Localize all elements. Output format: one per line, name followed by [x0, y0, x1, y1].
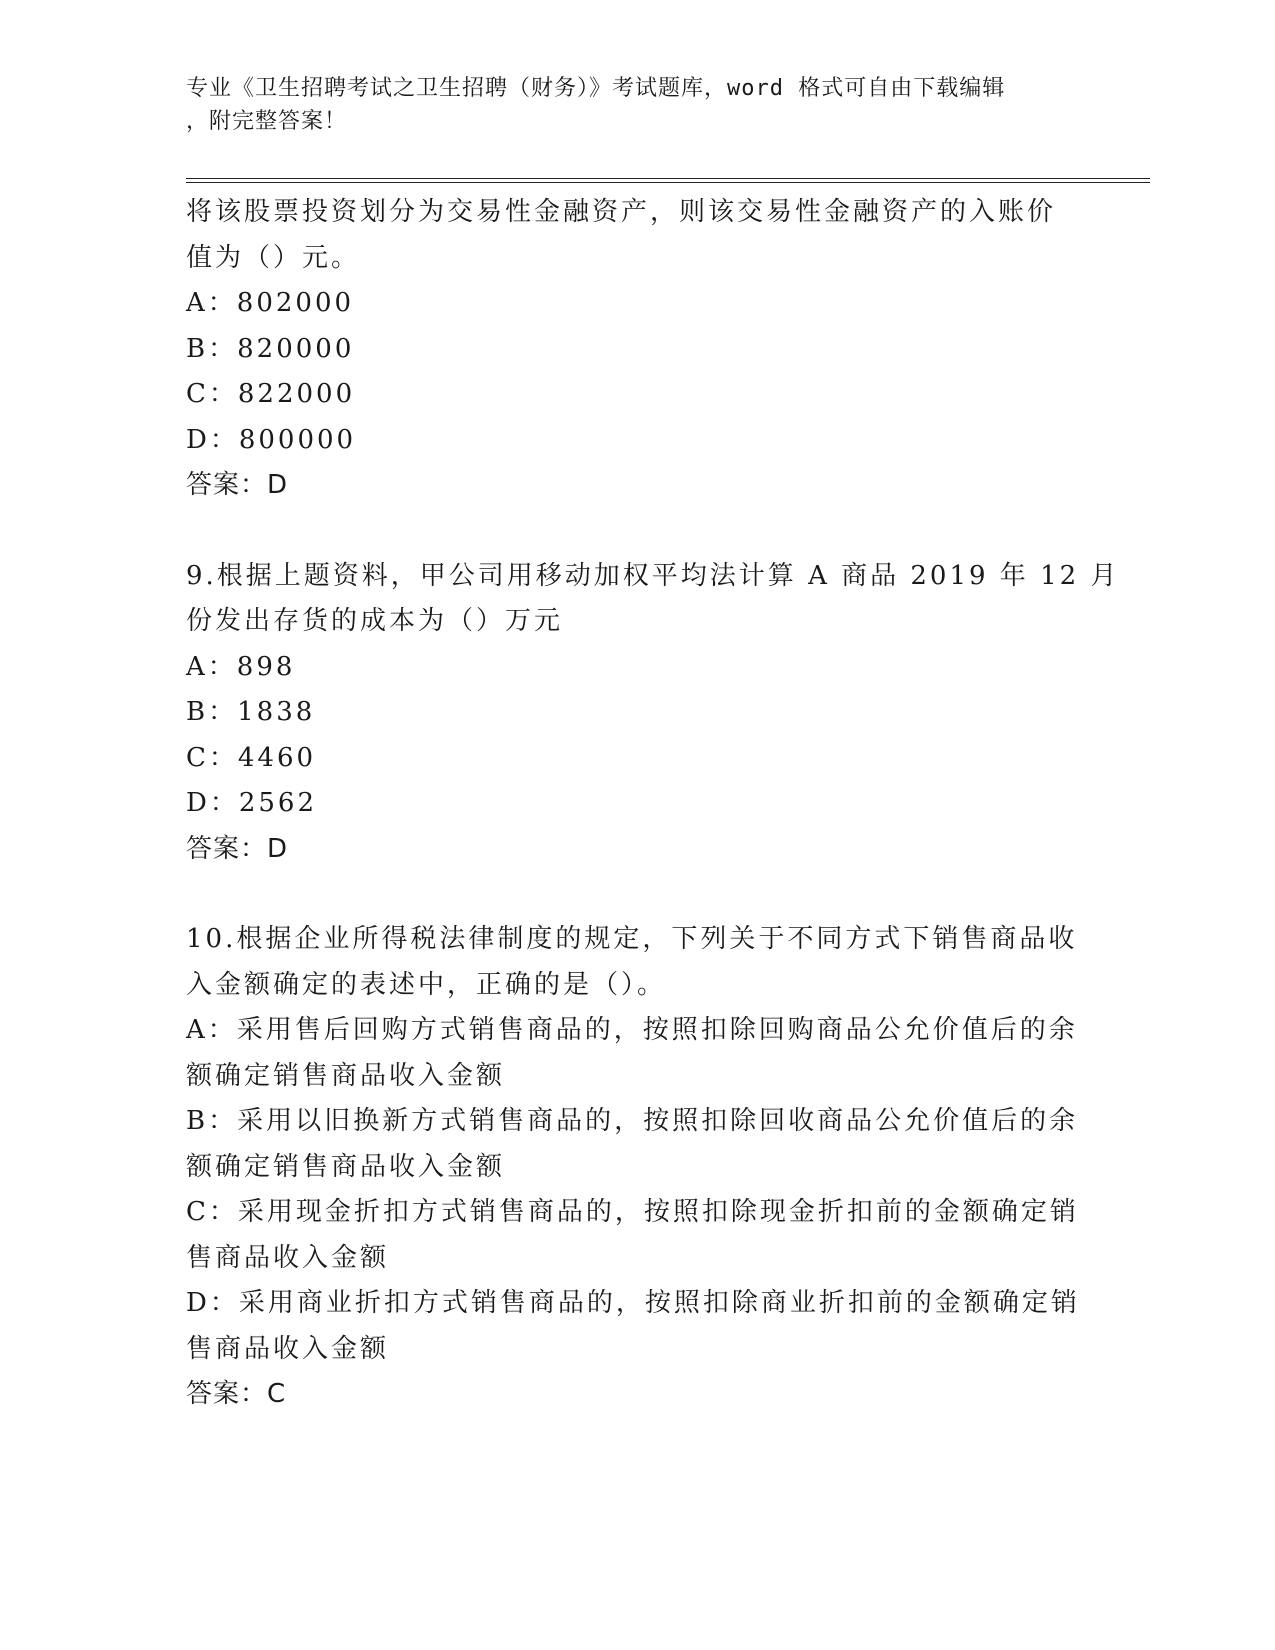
option-c: C：4460 [186, 742, 317, 773]
question-stem: 入金额确定的表述中，正确的是（）。 [186, 969, 667, 1000]
option-d: D：采用商业折扣方式销售商品的，按照扣除商业折扣前的金额确定销 [186, 1288, 1080, 1318]
question-stem: 将该股票投资划分为交易性金融资产，则该交易性金融资产的入账价 [186, 197, 1057, 227]
question-stem: 值为（）元。 [186, 242, 361, 273]
header-line-2: ，附完整答案！ [186, 109, 348, 134]
question-10 [186, 917, 1086, 1418]
answer: 答案：C [186, 1379, 287, 1409]
answer: 答案：D [186, 833, 289, 864]
spacer [186, 872, 1086, 917]
option-b: B：1838 [186, 697, 316, 727]
option-d: D：800000 [186, 424, 357, 455]
header-divider-top [186, 178, 1150, 179]
question-stem: 份发出存货的成本为（）万元 [186, 606, 564, 636]
option-c-continued: 售商品收入金额 [186, 1242, 390, 1273]
answer: 答案：D [186, 470, 289, 500]
option-a: A：898 [186, 651, 296, 682]
option-b: B：采用以旧换新方式销售商品的，按照扣除回收商品公允价值后的余 [186, 1106, 1079, 1136]
option-a: A：802000 [186, 288, 355, 318]
option-c: C：822000 [186, 379, 356, 409]
question-9 [186, 554, 1120, 873]
option-d-continued: 售商品收入金额 [186, 1333, 390, 1364]
question-list [186, 190, 1120, 1418]
option-a: A：采用售后回购方式销售商品的，按照扣除回购商品公允价值后的余 [186, 1015, 1078, 1045]
question-stem: 10.根据企业所得税法律制度的规定，下列关于不同方式下销售商品收 [186, 924, 1078, 954]
option-b: B：820000 [186, 333, 355, 364]
document-header [186, 72, 1066, 138]
option-d: D：2562 [186, 788, 318, 818]
option-c: C：采用现金折扣方式销售商品的，按照扣除现金折扣前的金额确定销 [186, 1197, 1079, 1227]
header-line-1: 专业《卫生招聘考试之卫生招聘（财务）》考试题库，word 格式可自由下载编辑 [186, 76, 1006, 101]
option-b-continued: 额确定销售商品收入金额 [186, 1151, 506, 1182]
option-a-continued: 额确定销售商品收入金额 [186, 1060, 506, 1091]
question-8 [186, 190, 1086, 509]
spacer [186, 509, 1086, 554]
header-divider-bottom [186, 182, 1150, 183]
question-stem: 9.根据上题资料，甲公司用移动加权平均法计算 A 商品 2019 年 12 月 [186, 560, 1120, 591]
